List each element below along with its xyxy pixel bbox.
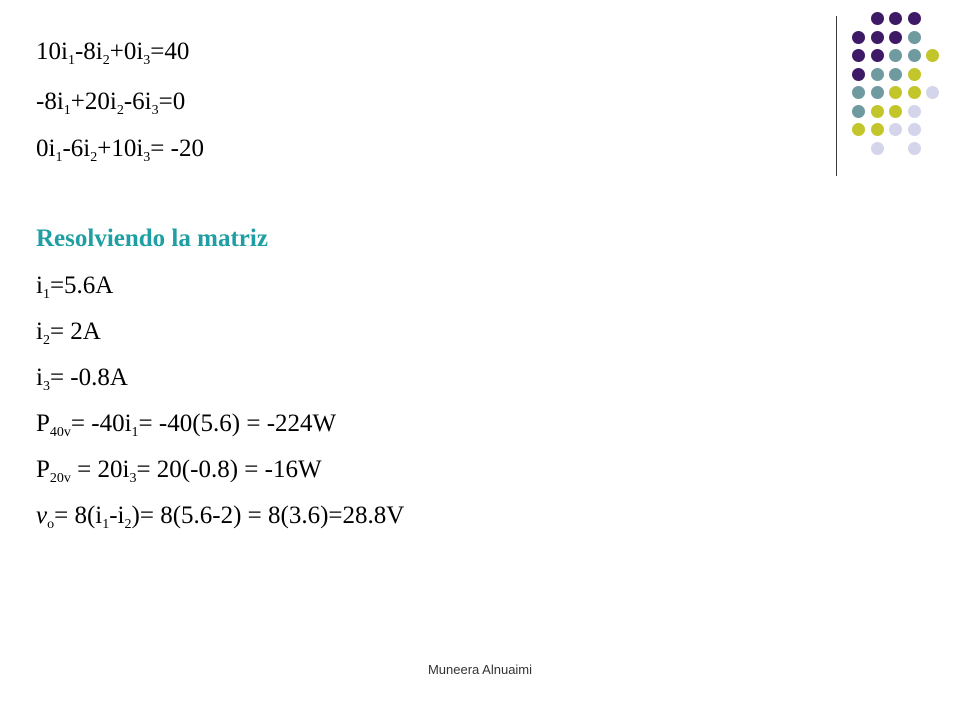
i2-value: = 2A (49, 318, 101, 345)
decorative-dot (908, 49, 921, 62)
eq1-sub3: 3 (143, 53, 151, 68)
decorative-dot (889, 12, 902, 25)
eq1-term3: +0i (109, 38, 144, 65)
i1-value: =5.6A (49, 272, 114, 299)
eq3-term3: +10i (97, 135, 144, 162)
decorative-dot (889, 105, 902, 118)
decorative-dot (889, 68, 902, 81)
i3-value: = -0.8A (49, 364, 128, 391)
decorative-dot-grid (852, 12, 948, 152)
equation-3 (36, 134, 204, 164)
decorative-dot (871, 142, 884, 155)
p40-rest: = -40(5.6) = -224W (138, 410, 337, 437)
decorative-dot (852, 49, 865, 62)
eq3-rhs: = -20 (150, 135, 204, 162)
p20-sub2: 3 (129, 471, 137, 486)
decorative-dot (926, 49, 939, 62)
i3-base: i (36, 364, 43, 391)
decorative-dot (908, 142, 921, 155)
eq1-sub2: 2 (102, 53, 110, 68)
section-heading: Resolviendo la matriz (36, 225, 268, 252)
p20-rest: = 20i (70, 456, 130, 483)
eq1-term1: 10i (36, 38, 68, 65)
decorative-dot (908, 31, 921, 44)
decorative-dot (871, 86, 884, 99)
decorative-dot (908, 105, 921, 118)
i3-sub: 3 (42, 379, 50, 394)
vo-base: v (36, 502, 48, 529)
eq2-term1: -8i (36, 88, 64, 115)
i1-sub: 1 (42, 287, 50, 302)
eq1-term2: -8i (74, 38, 103, 65)
eq3-term1: 0i (36, 135, 56, 162)
result-i2 (36, 317, 101, 347)
p20-base: P (36, 456, 50, 483)
i1-base: i (36, 272, 43, 299)
decorative-dot (852, 68, 865, 81)
eq3-term2: -6i (62, 135, 91, 162)
vo-t1: = 8(i (54, 502, 103, 529)
eq2-rhs: =0 (158, 88, 186, 115)
decorative-dot (889, 123, 902, 136)
p20-sub: 20v (49, 471, 71, 486)
decorative-dot (871, 49, 884, 62)
eq3-sub2: 2 (90, 150, 98, 165)
vo-t2: -i (109, 502, 125, 529)
vo-s1: 1 (102, 517, 110, 532)
eq3-sub3: 3 (143, 150, 151, 165)
vo-sub: o (47, 517, 55, 532)
eq2-sub1: 1 (63, 103, 71, 118)
p40-sub2: 1 (131, 425, 139, 440)
decorative-dot (852, 105, 865, 118)
vo-t3: )= 8(5.6-2) = 8(3.6)=28.8V (131, 502, 405, 529)
i2-sub: 2 (42, 333, 50, 348)
eq2-term3: -6i (123, 88, 152, 115)
equation-1 (36, 37, 189, 67)
vo-s2: 2 (124, 517, 132, 532)
eq2-sub3: 3 (151, 103, 159, 118)
decorative-dot (926, 86, 939, 99)
result-i1 (36, 271, 113, 301)
power-40v (36, 409, 336, 439)
eq3-sub1: 1 (55, 150, 63, 165)
power-20v (36, 455, 322, 485)
decorative-dot (908, 12, 921, 25)
i2-base: i (36, 318, 43, 345)
decorative-dot (889, 49, 902, 62)
decorative-dot (871, 12, 884, 25)
p40-mid: = -40i (70, 410, 132, 437)
decorative-dot (908, 86, 921, 99)
decorative-dot (871, 31, 884, 44)
eq1-rhs: =40 (150, 38, 190, 65)
decorative-dot (852, 31, 865, 44)
eq1-sub1: 1 (67, 53, 75, 68)
decorative-dot (852, 123, 865, 136)
divider-line (836, 16, 837, 176)
p40-sub: 40v (49, 425, 71, 440)
decorative-dot (889, 31, 902, 44)
output-voltage (36, 501, 404, 531)
decorative-dot (908, 68, 921, 81)
footer-author: Muneera Alnuaimi (427, 662, 533, 677)
decorative-dot (871, 68, 884, 81)
decorative-dot (852, 86, 865, 99)
eq2-term2: +20i (70, 88, 117, 115)
decorative-dot (908, 123, 921, 136)
equation-2 (36, 87, 185, 117)
decorative-dot (889, 86, 902, 99)
p40-base: P (36, 410, 50, 437)
decorative-dot (871, 123, 884, 136)
eq2-sub2: 2 (116, 103, 124, 118)
decorative-dot (871, 105, 884, 118)
p20-rest2: = 20(-0.8) = -16W (136, 456, 322, 483)
result-i3 (36, 363, 128, 393)
